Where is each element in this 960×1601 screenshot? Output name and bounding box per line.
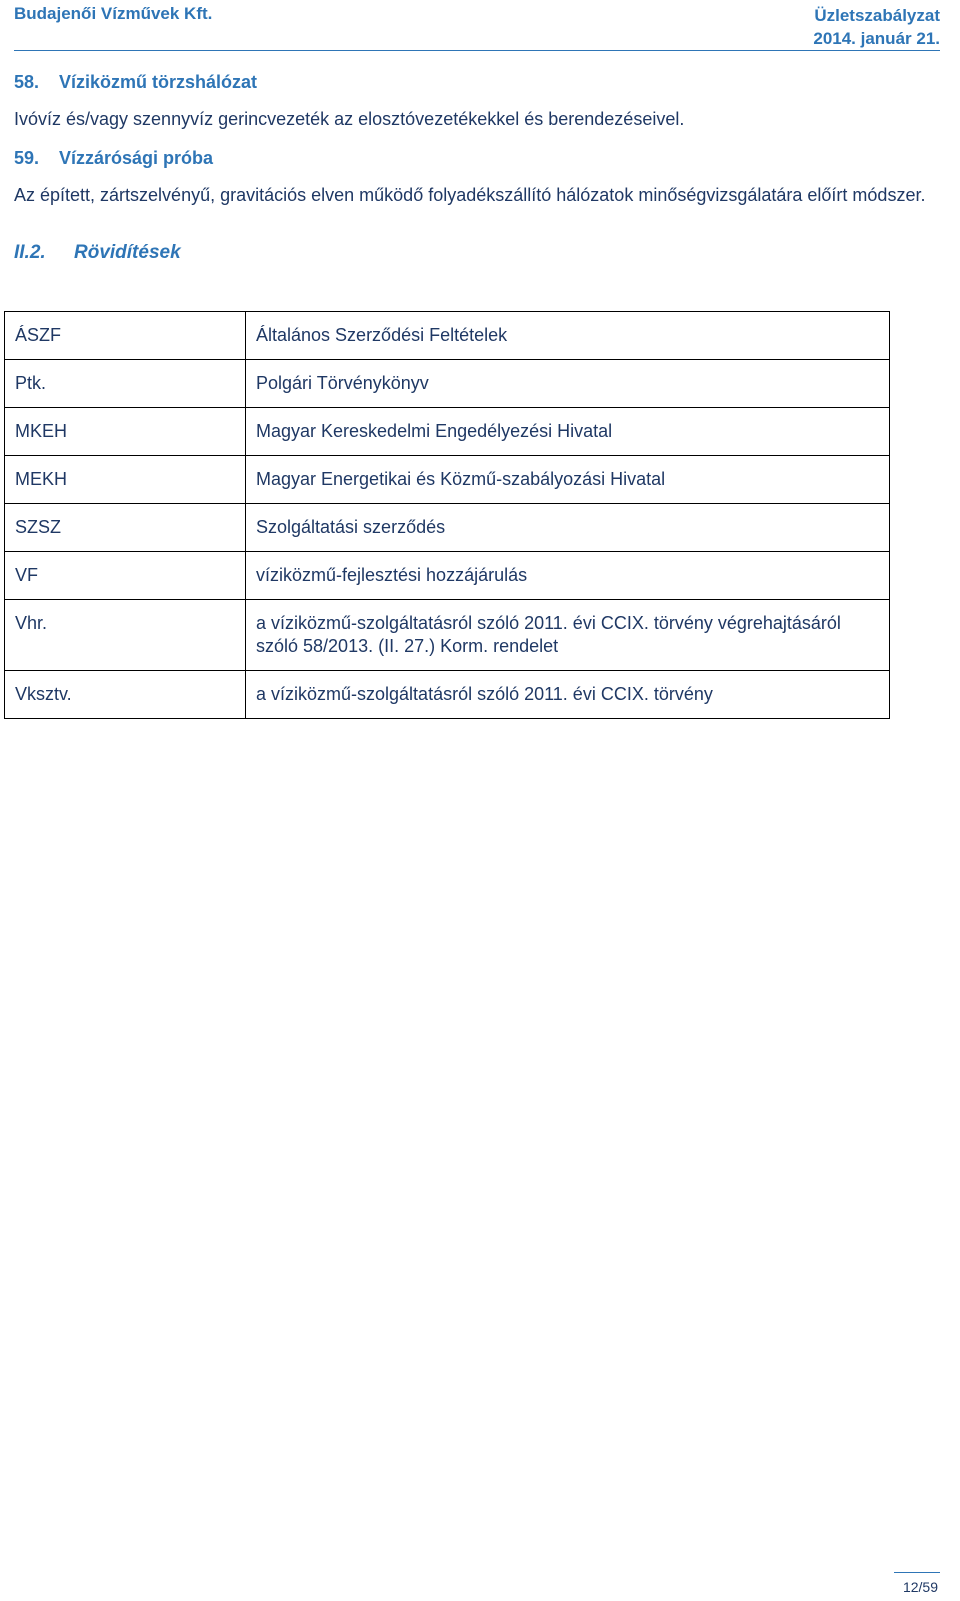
abbreviation-cell: VF [5,552,246,600]
definition-number: 59. [14,148,40,168]
meaning-cell: Magyar Energetikai és Közmű-szabályozási Hivatal [246,456,890,504]
table-row [5,360,890,408]
meaning-cell: víziközmű-fejlesztési hozzájárulás [246,552,890,600]
table-row [5,552,890,600]
abbreviation-cell: Vhr. [5,600,246,671]
page-header [14,2,940,51]
company-name: Budajenői Vízművek Kft. [14,4,213,23]
meaning-cell: Polgári Törvénykönyv [246,360,890,408]
header-right [813,4,940,50]
abbreviation-cell: Vksztv. [5,671,246,719]
table-row [5,504,890,552]
definition-term: Vízzárósági próba [59,148,214,168]
page-number: 12/59 [902,1579,938,1595]
footer-divider [894,1572,940,1573]
table-row [5,312,890,360]
abbreviation-cell: Ptk. [5,360,246,408]
page-content [14,70,940,278]
definition-body: Ivóvíz és/vagy szennyvíz gerincvezeték az elosztóvezetékekkel és berendezéseivel. [14,109,685,129]
abbreviation-cell: SZSZ [5,504,246,552]
subsection-heading [14,242,940,264]
abbreviation-cell: MKEH [5,408,246,456]
abbreviation-cell: MEKH [5,456,246,504]
table-row [5,408,890,456]
table-row [5,600,890,671]
definition-58 [14,70,940,132]
subsection-title: Rövidítések [74,242,181,263]
definition-body: Az épített, zártszelvényű, gravitációs elven működő folyadékszállító hálózatok minőségvizsgálatára előírt módszer. [14,185,926,205]
document-title: Üzletszabályzat [814,6,940,25]
subsection-number: II.2. [14,242,46,263]
meaning-cell: Szolgáltatási szerződés [246,504,890,552]
meaning-cell: a víziközmű-szolgáltatásról szóló 2011. évi CCIX. törvény [246,671,890,719]
definition-59 [14,146,940,208]
meaning-cell: Általános Szerződési Feltételek [246,312,890,360]
definition-title [14,70,940,94]
abbreviation-cell: ÁSZF [5,312,246,360]
abbreviations-table [4,311,890,719]
meaning-cell: a víziközmű-szolgáltatásról szóló 2011. évi CCIX. törvény végrehajtásáról szóló 58/2013. (II. 27.) Korm. rendelet [246,600,890,671]
table-row [5,456,890,504]
meaning-cell: Magyar Kereskedelmi Engedélyezési Hivatal [246,408,890,456]
definition-title [14,146,940,170]
table-row [5,671,890,719]
definition-term: Víziközmű törzshálózat [59,72,258,92]
definition-number: 58. [14,72,40,92]
document-date: 2014. január 21. [813,29,940,48]
